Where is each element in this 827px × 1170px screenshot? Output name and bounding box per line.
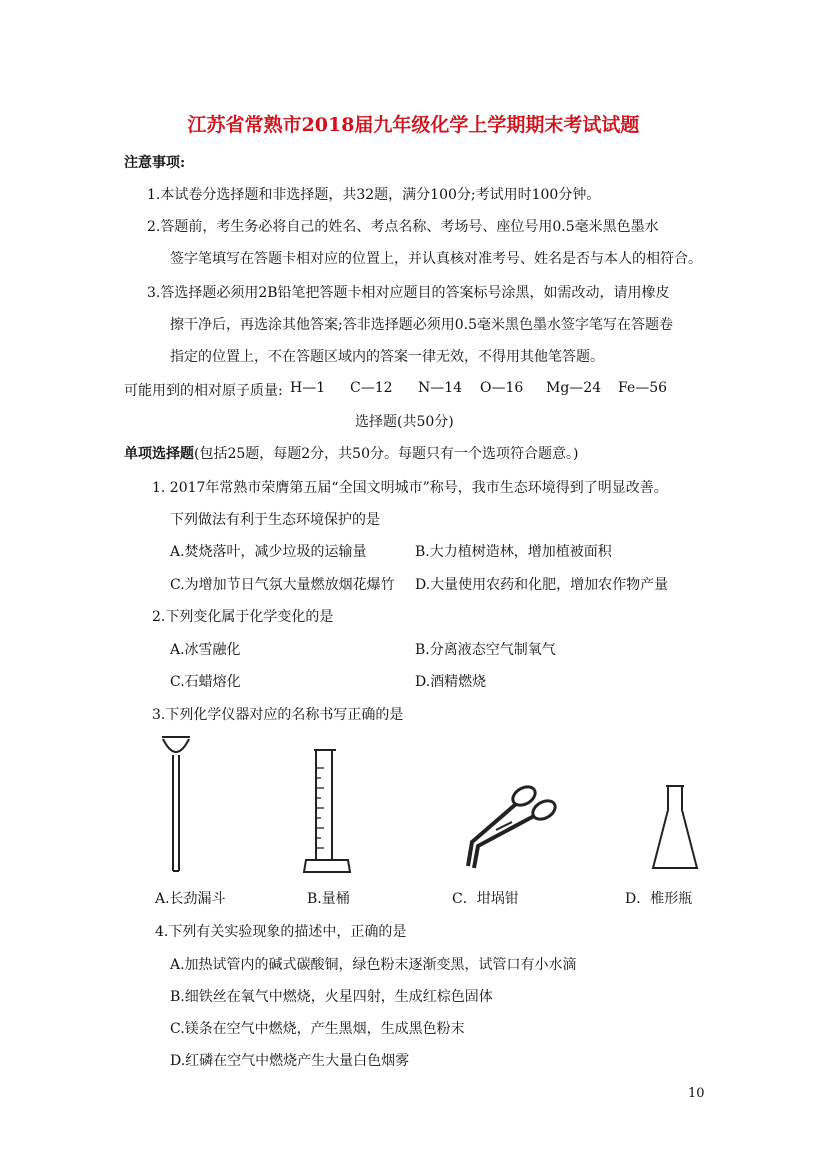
page-number: 10 <box>688 1086 705 1101</box>
option-c: C.镁条在空气中燃烧，产生黑烟，生成黑色粉末 <box>170 1021 465 1037</box>
question-stem: 4.下列有关实验现象的描述中，正确的是 <box>155 924 407 940</box>
option-c: C．坩埚钳 <box>452 891 519 907</box>
question-stem: 3.下列化学仪器对应的名称书写正确的是 <box>152 707 404 723</box>
notice-item: 3.答选择题必须用2B铅笔把答题卡相对应题目的答案标号涂黑，如需改动，请用橡皮 <box>147 285 670 301</box>
single-choice-rule: (包括25题，每题2分，共50分。每题只有一个选项符合题意。) <box>194 446 579 462</box>
question-stem: 1. 2017年常熟市荣膺第五届“全国文明城市”称号，我市生态环境得到了明显改善。 <box>152 480 668 496</box>
atomic-mass-label: 可能用到的相对原子质量: <box>124 383 283 399</box>
page-title: 江苏省常熟市2018届九年级化学上学期期末考试试题 <box>187 114 640 136</box>
option-d: D.酒精燃烧 <box>415 674 487 690</box>
option-b: B.细铁丝在氧气中燃烧，火星四射，生成红棕色固体 <box>170 989 493 1005</box>
notice-item: 2.答题前，考生务必将自己的姓名、考点名称、考场号、座位号用0.5毫米黑色墨水 <box>147 219 659 235</box>
notice-heading: 注意事项: <box>124 155 186 171</box>
option-b: B.分离液态空气制氧气 <box>415 642 556 658</box>
question-stem: 下列做法有利于生态环境保护的是 <box>170 512 380 528</box>
atomic-mass-n: N—14 <box>418 380 463 396</box>
single-choice-heading: 单项选择题 <box>124 446 194 462</box>
option-b: B.大力植树造林，增加植被面积 <box>415 544 612 560</box>
option-d: D.红磷在空气中燃烧产生大量白色烟雾 <box>170 1053 410 1069</box>
option-c: C.石蜡熔化 <box>170 674 241 690</box>
atomic-mass-fe: Fe—56 <box>618 380 668 396</box>
atomic-mass-c: C—12 <box>350 380 393 396</box>
atomic-mass-h: H—1 <box>290 380 326 396</box>
notice-item: 擦干净后，再选涂其他答案;答非选择题必须用0.5毫米黑色墨水签字笔写在答题卷 <box>170 317 673 333</box>
option-a: A.冰雪融化 <box>170 642 241 658</box>
crucible-tongs-image <box>456 782 560 872</box>
option-d: D.大量使用农药和化肥，增加农作物产量 <box>415 577 669 593</box>
graduated-cylinder-image <box>302 748 354 876</box>
atomic-mass-o: O—16 <box>480 380 524 396</box>
option-a: A.焚烧落叶，减少垃圾的运输量 <box>170 544 367 560</box>
notice-item: 1.本试卷分选择题和非选择题，共32题，满分100分;考试用时100分钟。 <box>147 187 601 203</box>
option-d: D．椎形瓶 <box>625 891 693 907</box>
notice-item: 签字笔填写在答题卡相对应的位置上，并认真核对准考号、姓名是否与本人的相符合。 <box>170 251 702 267</box>
erlenmeyer-flask-image <box>650 784 700 874</box>
option-c: C.为增加节日气氛大量燃放烟花爆竹 <box>170 577 395 593</box>
question-stem: 2.下列变化属于化学变化的是 <box>152 609 334 625</box>
option-a: A.加热试管内的碱式碳酸铜，绿色粉末逐渐变黑，试管口有小水滴 <box>170 957 577 973</box>
option-a: A.长劲漏斗 <box>155 891 226 907</box>
option-b: B.量桶 <box>307 891 350 907</box>
notice-item: 指定的位置上，不在答题区域内的答案一律无效，不得用其他笔答题。 <box>170 349 604 365</box>
atomic-mass-mg: Mg—24 <box>546 380 602 396</box>
long-neck-funnel-image <box>158 735 194 875</box>
section-title: 选择题(共50分) <box>355 414 454 430</box>
